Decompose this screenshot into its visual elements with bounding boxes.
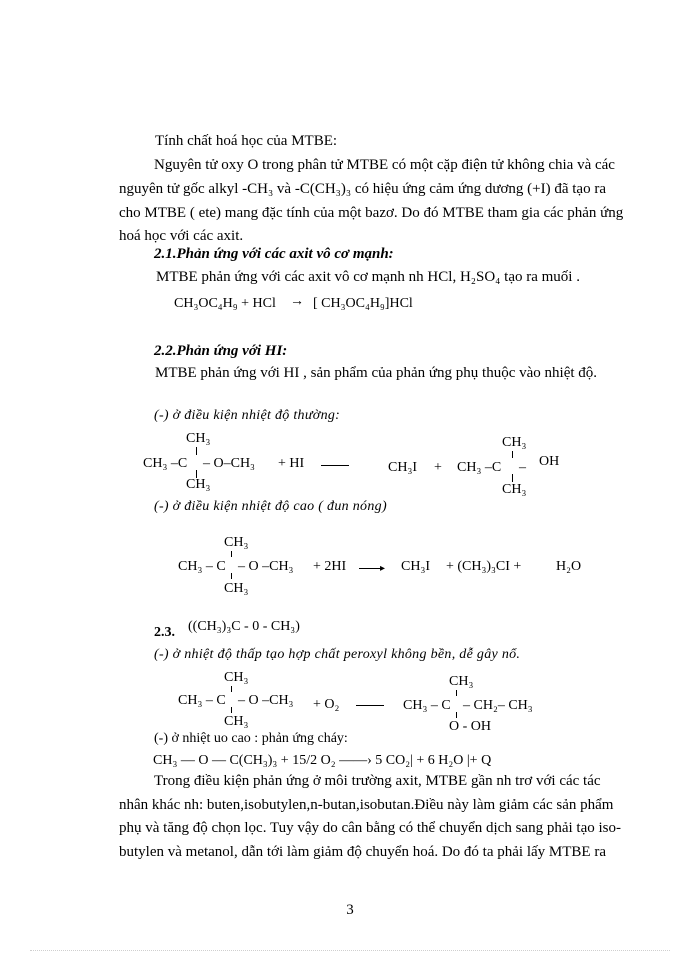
r2-ch3-bottom: CH₃ bbox=[224, 581, 249, 596]
r3-arrow bbox=[356, 705, 384, 706]
eq-hcl-right: [ CH₃OC₄H₉]HCl bbox=[313, 296, 413, 311]
r2-mid: – O –CH₃ bbox=[238, 559, 294, 574]
r2-product-water: H₂O bbox=[556, 559, 582, 574]
section-2-2-heading: 2.2.Phản ứng với HI: bbox=[154, 343, 288, 359]
r1-plus-hi: + HI bbox=[278, 456, 305, 471]
eq-hcl-left: CH₃OC₄H₉ + HCl bbox=[174, 296, 276, 311]
r2-ch3-top: CH₃ bbox=[224, 535, 249, 550]
intro-line-2: nguyên tử gốc alkyl -CH₃ và -C(CH₃)₃ có hiệu ứng cảm ứng dương (+I) đã tạo ra bbox=[119, 181, 606, 197]
r2-product-ch3i: CH₃I bbox=[401, 559, 430, 574]
condition-combustion: (-) ở nhiệt uo cao : phản ứng cháy: bbox=[154, 731, 348, 746]
intro-line-4: hoá học với các axit. bbox=[119, 228, 244, 244]
r2-bond-top bbox=[231, 551, 232, 557]
intro-line-1: Nguyên tử oxy O trong phân tử MTBE có một cặp điện tử không chia và các bbox=[154, 157, 615, 173]
r3-p-bond-top bbox=[456, 690, 457, 696]
combustion-equation: CH₃ — O — C(CH₃)₃ + 15/2 O₂ ——› 5 CO₂| + 6 H₂O |+ Q bbox=[153, 753, 492, 768]
r3-ch3-top: CH₃ bbox=[224, 670, 249, 685]
outro-line-4: butylen và metanol, dẫn tới làm giảm độ chuyển hoá. Do đó ta phải lấy MTBE ra bbox=[119, 844, 606, 860]
r2-product-tbui: + (CH₃)₃CI + bbox=[446, 559, 522, 574]
r1-mid: – O–CH₃ bbox=[203, 456, 255, 471]
outro-line-3: phụ và tăng độ chọn lọc. Tuy vậy do cân bằng có thể chuyển dịch sang phải tạo iso- bbox=[119, 820, 621, 836]
r1-p2-bond: – bbox=[519, 460, 526, 475]
intro-heading: Tính chất hoá học của MTBE: bbox=[155, 133, 338, 149]
r3-p-left: CH₃ – C bbox=[403, 698, 451, 713]
r3-plus-o2: + O₂ bbox=[313, 697, 340, 712]
outro-line-1: Trong điều kiện phản ứng ở môi trường axit, MTBE gần nh trơ với các tác bbox=[154, 773, 601, 789]
footer-divider bbox=[30, 950, 670, 951]
r3-left: CH₃ – C bbox=[178, 693, 226, 708]
r2-left: CH₃ – C bbox=[178, 559, 226, 574]
intro-line-3: cho MTBE ( ete) mang đặc tính của một bazơ. Do đó MTBE tham gia các phản ứng bbox=[119, 205, 624, 221]
section-2-1-text: MTBE phản ứng với các axit vô cơ mạnh nh HCl, H₂SO₄ tạo ra muối . bbox=[156, 269, 580, 285]
r3-p-ch3-top: CH₃ bbox=[449, 674, 474, 689]
page-number: 3 bbox=[346, 902, 354, 918]
r1-p2-oh: OH bbox=[539, 454, 560, 469]
r1-bond-top bbox=[196, 447, 197, 455]
r2-arrow-line bbox=[359, 568, 381, 569]
r1-product-ch3i: CH₃I bbox=[388, 460, 417, 475]
r1-p2-bond-top bbox=[512, 451, 513, 458]
r3-bond-top bbox=[231, 686, 232, 692]
r3-mid: – O –CH₃ bbox=[238, 693, 294, 708]
r1-left: CH₃ –C bbox=[143, 456, 188, 471]
r1-ch3-top: CH₃ bbox=[186, 431, 211, 446]
condition-room-temp: (-) ở điều kiện nhiệt độ thường: bbox=[154, 408, 341, 423]
r1-ch3-bottom: CH₃ bbox=[186, 477, 211, 492]
r1-p2-ch3-top: CH₃ bbox=[502, 435, 527, 450]
r2-plus-2hi: + 2HI bbox=[313, 559, 347, 574]
r2-bond-bottom bbox=[231, 573, 232, 579]
r3-p-oohh: O - OH bbox=[449, 719, 491, 734]
r1-arrow bbox=[321, 465, 349, 466]
condition-high-temp: (-) ở điều kiện nhiệt độ cao ( đun nóng) bbox=[154, 499, 387, 514]
r1-p2-ch3-bottom: CH₃ bbox=[502, 482, 527, 497]
r1-p2-left: CH₃ –C bbox=[457, 460, 502, 475]
r1-plus-2: + bbox=[434, 460, 442, 475]
section-2-3-number: 2.3. bbox=[154, 625, 175, 640]
section-2-3-formula: ((CH₃)₃C - 0 - CH₃) bbox=[188, 619, 300, 634]
section-2-2-text: MTBE phản ứng với HI , sản phẩm của phản ứng phụ thuộc vào nhiệt độ. bbox=[155, 365, 598, 381]
outro-line-2: nhân khác nh: buten,isobutylen,n-butan,isobutan.Điều này làm giảm các sản phẩm bbox=[119, 797, 614, 813]
r2-arrow-head: ▸ bbox=[380, 563, 386, 574]
r3-ch3-bottom: CH₃ bbox=[224, 714, 249, 729]
eq-hcl-arrow: → bbox=[290, 294, 304, 309]
condition-low-temp: (-) ở nhiệt độ thấp tạo hợp chất peroxyl không bền, dễ gây nổ. bbox=[154, 647, 521, 662]
r3-p-right: – CH₂– CH₃ bbox=[463, 698, 533, 713]
section-2-1-heading: 2.1.Phản ứng với các axit vô cơ mạnh: bbox=[154, 246, 394, 262]
